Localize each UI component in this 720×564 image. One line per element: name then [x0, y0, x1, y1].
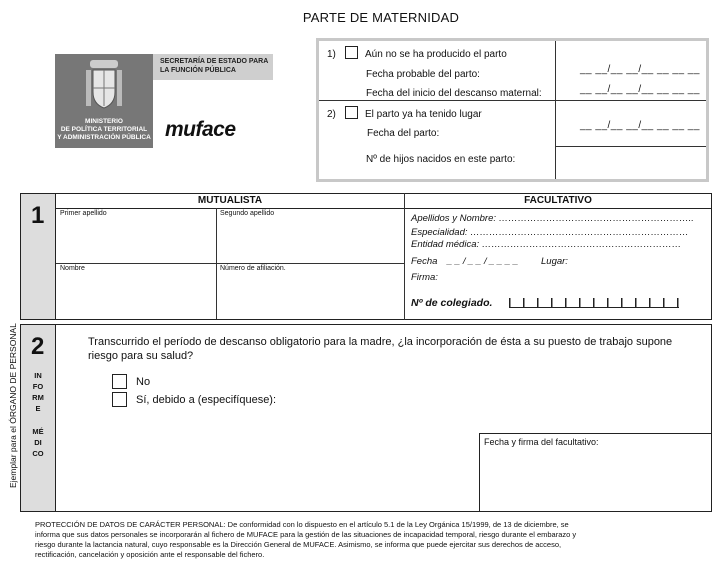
afiliacion-field[interactable]: Número de afiliación.: [220, 265, 286, 272]
section-2-number: 2: [31, 333, 45, 360]
secretaria-label: SECRETARÍA DE ESTADO PARA LA FUNCIÓN PÚBLICA: [153, 54, 273, 80]
segundo-apellido-field[interactable]: Segundo apellido: [220, 210, 275, 217]
lugar-field[interactable]: Lugar:: [541, 256, 568, 267]
colegiado-label: Nº de colegiado.: [411, 297, 493, 309]
si-checkbox[interactable]: [112, 392, 127, 407]
fecha-firma-label: Fecha y firma del facultativo:: [484, 437, 599, 447]
fecha-inicio-label: Fecha del inicio del descanso maternal:: [366, 88, 542, 99]
ejemplar-label: Ejemplar para el ÓRGANO DE PERSONAL: [8, 323, 18, 488]
medico-word: MÉDICO: [32, 427, 44, 458]
informe-word: INFORME: [32, 371, 44, 413]
mutualista-row-divider: [56, 263, 404, 264]
fecha-inicio-field[interactable]: __ __/__ __/__ __ __ __: [580, 84, 700, 95]
privacy-line-1: PROTECCIÓN DE DATOS DE CARÁCTER PERSONAL: De conformidad con lo dispuesto en el artículo 5.1 de la Ley Orgánica 15/1999, de 13 de diciembre, se: [35, 520, 569, 529]
entidad-field[interactable]: Entidad médica: ………………………………………………………: [411, 239, 682, 250]
parto-done-checkbox[interactable]: [345, 106, 358, 119]
no-checkbox[interactable]: [112, 374, 127, 389]
especialidad-field[interactable]: Especialidad: ……………………………………………………………: [411, 227, 689, 238]
coat-of-arms-icon: [84, 58, 124, 114]
privacy-notice: [35, 520, 715, 560]
muface-logo: muface: [165, 118, 236, 141]
fecha-parto-label: Fecha del parto:: [367, 128, 440, 139]
question-line-1: Transcurrido el período de descanso obligatorio para la madre, ¿la incorporación de ésta a su puesto de trabajo supone: [88, 336, 673, 348]
section-1-number: 1: [31, 202, 45, 229]
firma-field[interactable]: Firma:: [411, 272, 438, 283]
parto-divider: [555, 41, 556, 179]
fecha-probable-field[interactable]: __ __/__ __/__ __ __ __: [580, 64, 700, 75]
page-title: PARTE DE MATERNIDAD: [302, 10, 460, 25]
section-1-divider: [404, 193, 405, 320]
option-2-label: El parto ya ha tenido lugar: [365, 109, 482, 120]
si-label: Sí, debido a (especifíquese):: [136, 394, 277, 406]
fecha-probable-label: Fecha probable del parto:: [366, 69, 480, 80]
no-label: No: [136, 376, 151, 388]
option-2-number: 2): [327, 109, 336, 120]
ministry-line-2: DE POLÍTICA TERRITORIAL: [60, 126, 148, 133]
hijos-label: Nº de hijos nacidos en este parto:: [366, 154, 516, 165]
informe-label: [32, 370, 44, 459]
primer-apellido-field[interactable]: Primer apellido: [60, 210, 107, 217]
apellidos-field[interactable]: Apellidos y Nombre: ……………………………………………………..: [411, 213, 694, 224]
ministry-line-3: Y ADMINISTRACIÓN PÚBLICA: [57, 134, 151, 141]
colegiado-input[interactable]: [509, 298, 679, 308]
facultativo-header: FACULTATIVO: [405, 194, 711, 209]
mutualista-header: MUTUALISTA: [56, 194, 404, 209]
fecha-parto-field[interactable]: __ __/__ __/__ __ __ __: [580, 120, 700, 131]
parto-row-divider: [319, 100, 706, 101]
parto-row-divider-2: [555, 146, 706, 147]
question-line-2: riesgo para su salud?: [88, 350, 194, 362]
fecha-facultativo-field[interactable]: _ _ / _ _ / _ _ _ _: [447, 256, 519, 267]
option-1-label: Aún no se ha producido el parto: [365, 49, 507, 60]
option-1-number: 1): [327, 49, 336, 60]
fecha-label: Fecha: [411, 256, 438, 267]
privacy-line-2: informa que sus datos personales se incorporarán al fichero de MUFACE para la gestión de las situaciones de incapacidad temporal, riesgo durante el embarazo y: [35, 530, 577, 539]
ministry-line-1: MINISTERIO: [85, 118, 123, 125]
privacy-line-4: rectificación, cancelación y oposición ante el responsable del fichero.: [35, 550, 265, 559]
ministry-name: [55, 118, 153, 142]
parto-pending-checkbox[interactable]: [345, 46, 358, 59]
privacy-line-3: riesgo durante la lactancia natural, cuyo responsable es la Dirección General de MUFACE. Asimismo, se informa que puede ejercitar sus derechos de acceso,: [35, 540, 562, 549]
nombre-field[interactable]: Nombre: [60, 265, 85, 272]
